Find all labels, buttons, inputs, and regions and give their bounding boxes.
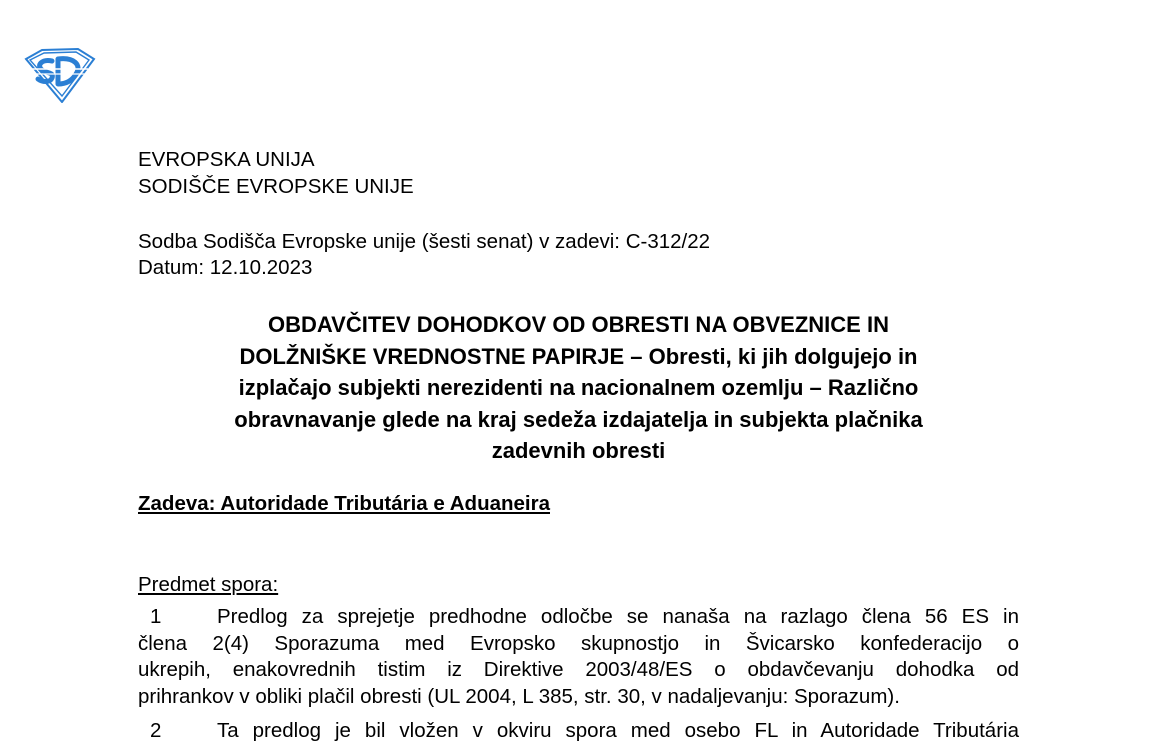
paragraph-line	[138, 604, 1019, 631]
title-line: obravnavanje glede na kraj sedeža izdajatelja in subjekta plačnika	[234, 406, 923, 432]
paragraph-number: 1	[150, 605, 162, 628]
section-heading: Predmet spora:	[138, 573, 279, 596]
court-name-line-1: EVROPSKA UNIJA	[138, 148, 315, 171]
paragraph-text: Ta predlog je bil vložen v okviru spora med osebo FL in Autoridade Tributária	[217, 719, 1019, 742]
paragraph-line: ukrepih, enakovrednih tistim iz Direktive 2003/48/ES o obdavčevanju dohodka od	[138, 658, 1019, 681]
title-line: izplačajo subjekti nerezidenti na nacionalnem ozemlju – Različno	[238, 375, 919, 400]
court-logo-icon	[22, 47, 96, 103]
paragraph-1	[138, 604, 1019, 710]
subject-heading: Zadeva: Autoridade Tributária e Aduaneira	[138, 492, 550, 515]
paragraph-number: 2	[150, 719, 162, 742]
court-name-line-2: SODIŠČE EVROPSKE UNIJE	[138, 175, 414, 198]
title-line: DOLŽNIŠKE VREDNOSTNE PAPIRJE – Obresti, ki jih dolgujejo in	[239, 343, 918, 369]
paragraph-line	[138, 718, 1019, 745]
paragraph-text: Predlog za sprejetje predhodne odločbe se nanaša na razlago člena 56 ES in	[217, 605, 1019, 628]
judgment-reference: Sodba Sodišča Evropske unije (šesti senat) v zadevi: C-312/22	[138, 230, 711, 253]
title-line: zadevnih obresti	[491, 438, 666, 463]
paragraph-line: člena 2(4) Sporazuma med Evropsko skupnostjo in Švicarsko konfederacijo o	[138, 631, 1019, 655]
title-line: OBDAVČITEV DOHODKOV OD OBRESTI NA OBVEZNICE IN	[268, 312, 889, 337]
paragraph-line: prihrankov v obliki plačil obresti (UL 2004, L 385, str. 30, v nadaljevanju: Sporazum).	[138, 684, 900, 708]
paragraph-2	[138, 718, 1019, 745]
judgment-date: Datum: 12.10.2023	[138, 256, 313, 279]
document-title	[138, 309, 1019, 467]
